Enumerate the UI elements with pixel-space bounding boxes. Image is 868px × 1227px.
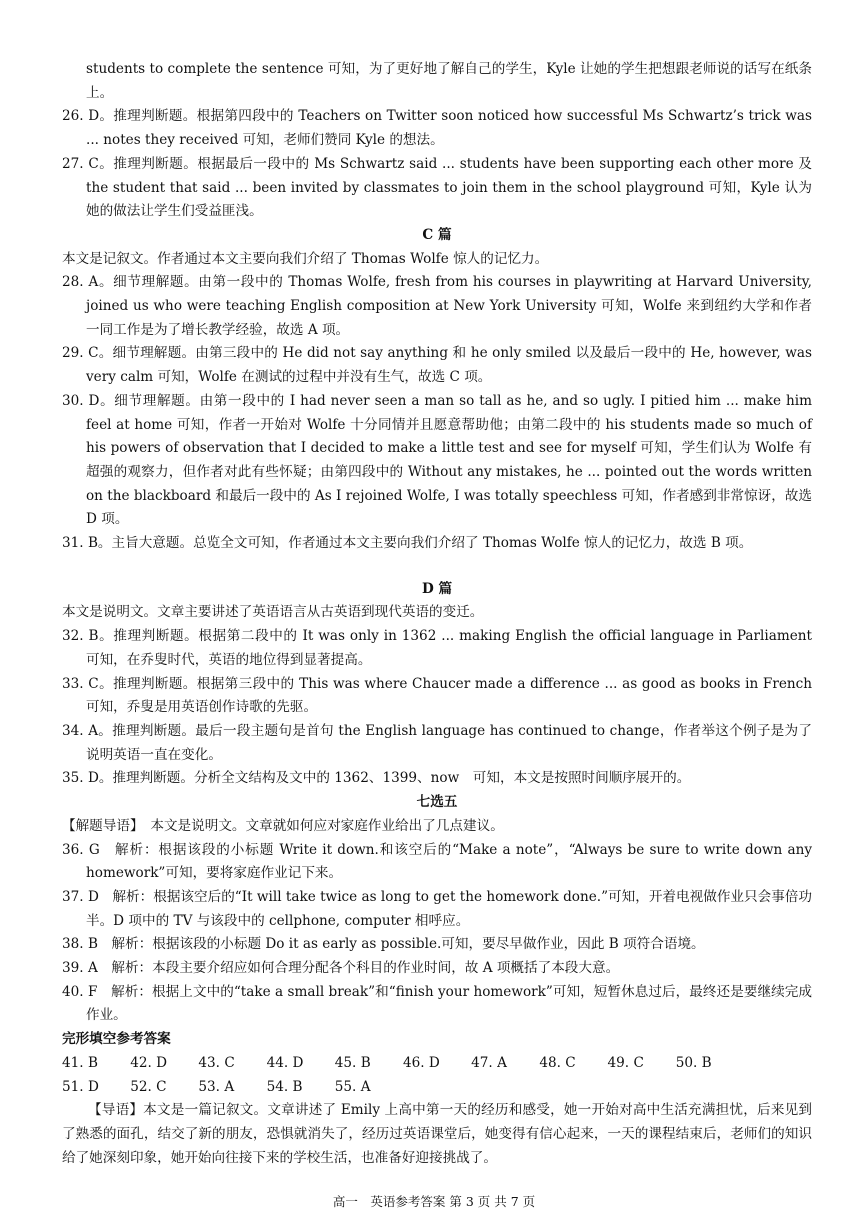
- cloze-answer: 42. D: [130, 1054, 168, 1071]
- cloze-answer: 52. C: [130, 1078, 167, 1095]
- answer-item-35: 35. D。推理判断题。分析全文结构及文中的 1362、1399、now 可知，本文是按照时间顺序展开的。: [62, 770, 691, 787]
- cloze-answer-list: [62, 1052, 812, 1099]
- section-d-heading: D 篇: [421, 580, 453, 597]
- section-c-heading: C 篇: [422, 226, 452, 243]
- answer-item-39: 39. A 解析：本段主要介绍应如何合理分配各个科目的作业时间，故 A 项概括了本段大意。: [62, 960, 620, 977]
- page-footer: 高一 英语参考答案 第 3 页 共 7 页: [332, 1194, 536, 1209]
- answer-item-40: 40. F 解析：根据上文中的“take a small break”和“finish your homework”可知，短暂休息过后，最终还是要继续完成作业。: [62, 983, 812, 1024]
- answer-item-28: 28. A。细节理解题。由第一段中的 Thomas Wolfe, fresh from his courses in playwriting at Harvard University, joined us who were teaching English composition at New York University 可知，Wolfe 来到纽约大学和作者一同工作是为了增长教学经验，故选 A 项。: [62, 274, 812, 338]
- cloze-answer: 41. B: [62, 1054, 98, 1071]
- answer-item-29: 29. C。细节理解题。由第三段中的 He did not say anything 和 he only smiled 以及最后一段中的 He, however, was very calm 可知，Wolfe 在测试的过程中并没有生气，故选 C 项。: [62, 345, 812, 386]
- cloze-heading: 完形填空参考答案: [62, 1031, 171, 1048]
- section-gap: [62, 556, 812, 578]
- cloze-answer: 43. C: [198, 1054, 235, 1071]
- cloze-answer: 53. A: [198, 1078, 235, 1095]
- answer-item-34: 34. A。推理判断题。最后一段主题句是首句 the English language has continued to change，作者举这个例子是为了说明英语一直在变化。: [62, 722, 812, 763]
- cloze-answer: 44. D: [266, 1054, 304, 1071]
- answer-item-32: 32. B。推理判断题。根据第二段中的 It was only in 1362 ... making English the official language in Parliament 可知，在乔叟时代，英语的地位得到显著提高。: [62, 628, 812, 668]
- cloze-answer: 48. C: [539, 1054, 576, 1071]
- seven-choose-five-heading: 七选五: [416, 794, 458, 811]
- section-c-intro: 本文是记叙文。作者通过本文主要向我们介绍了 Thomas Wolfe 惊人的记忆力。: [62, 250, 549, 267]
- answer-item-26: 26. D。推理判断题。根据第四段中的 Teachers on Twitter soon noticed how successful Ms Schwartz’s trick was ... notes they received 可知，老师们赞同 Kyle 的想法。: [62, 108, 812, 149]
- cloze-answer: 50. B: [675, 1054, 712, 1071]
- cloze-answer: 51. D: [62, 1078, 99, 1095]
- continuation-paragraph: students to complete the sentence 可知，为了更好地了解自己的学生，Kyle 让她的学生把想跟老师说的话写在纸条上。: [86, 61, 812, 101]
- answer-item-30: 30. D。细节理解题。由第一段中的 I had never seen a man so tall as he, and so ugly. I pitied him ... make him feel at home 可知，作者一开始对 Wolfe 十分同情并且愿意帮助他；由第二段中的 his students made so much of his powers of observation that I decided to make a little test and see for myself 可知，学生们认为 Wolfe 有超强的观察力，但作者对此有些怀疑；由第四段中的 Without any mistakes, he ... pointed out the words written on the blackboard 和最后一段中的 As I rejoined Wolfe, I was totally speechless 可知，作者感到非常惊讶，故选 D 项。: [62, 392, 812, 528]
- answer-item-27: 27. C。推理判断题。根据最后一段中的 Ms Schwartz said ... students have been supporting each other more 及 the student that said ... been invited by classmates to join them in the school playground 可知，Kyle 认为她的做法让学生们受益匪浅。: [62, 155, 812, 220]
- section-d-intro: 本文是说明文。文章主要讲述了英语语言从古英语到现代英语的变迁。: [62, 604, 484, 621]
- cloze-answer: 46. D: [402, 1054, 440, 1071]
- answer-item-33: 33. C。推理判断题。根据第三段中的 This was where Chaucer made a difference ... as good as books in French 可知，乔叟是用英语创作诗歌的先驱。: [62, 675, 812, 716]
- answer-item-31: 31. B。主旨大意题。总览全文可知，作者通过本文主要向我们介绍了 Thomas Wolfe 惊人的记忆力，故选 B 项。: [62, 535, 753, 552]
- cloze-answer: 55. A: [334, 1078, 371, 1095]
- cloze-guide: 【导语】本文是一篇记叙文。文章讲述了 Emily 上高中第一天的经历和感受，她一开始对高中生活充满担忧，后来见到了熟悉的面孔，结交了新的朋友，恐惧就消失了，经历过英语课堂后，她变得有信心起来，一天的课程结束后，老师们的知识给了她深刻印象，她开始向往接下来的学校生活，也准备好迎接挑战了。: [62, 1102, 812, 1166]
- seven-choose-five-guide: 【解题导语】 本文是说明文。文章就如何应对家庭作业给出了几点建议。: [62, 817, 504, 834]
- answer-item-36: 36. G 解析：根据该段的小标题 Write it down.和该空后的“Make a note”，“Always be sure to write down any homework”可知，要将家庭作业记下来。: [62, 841, 812, 882]
- cloze-answer: 45. B: [334, 1054, 371, 1071]
- answer-document: [62, 58, 812, 1170]
- cloze-answer: 54. B: [266, 1078, 303, 1095]
- answer-item-37: 37. D 解析：根据该空后的“It will take twice as long to get the homework done.”可知，开着电视做作业只会事倍功半。D 项中的 TV 与该段中的 cellphone, computer 相呼应。: [62, 888, 812, 929]
- cloze-answer: 49. C: [607, 1054, 644, 1071]
- answer-item-38: 38. B 解析：根据该段的小标题 Do it as early as possible.可知，要尽早做作业，因此 B 项符合语境。: [62, 936, 705, 953]
- cloze-answer: 47. A: [471, 1054, 507, 1071]
